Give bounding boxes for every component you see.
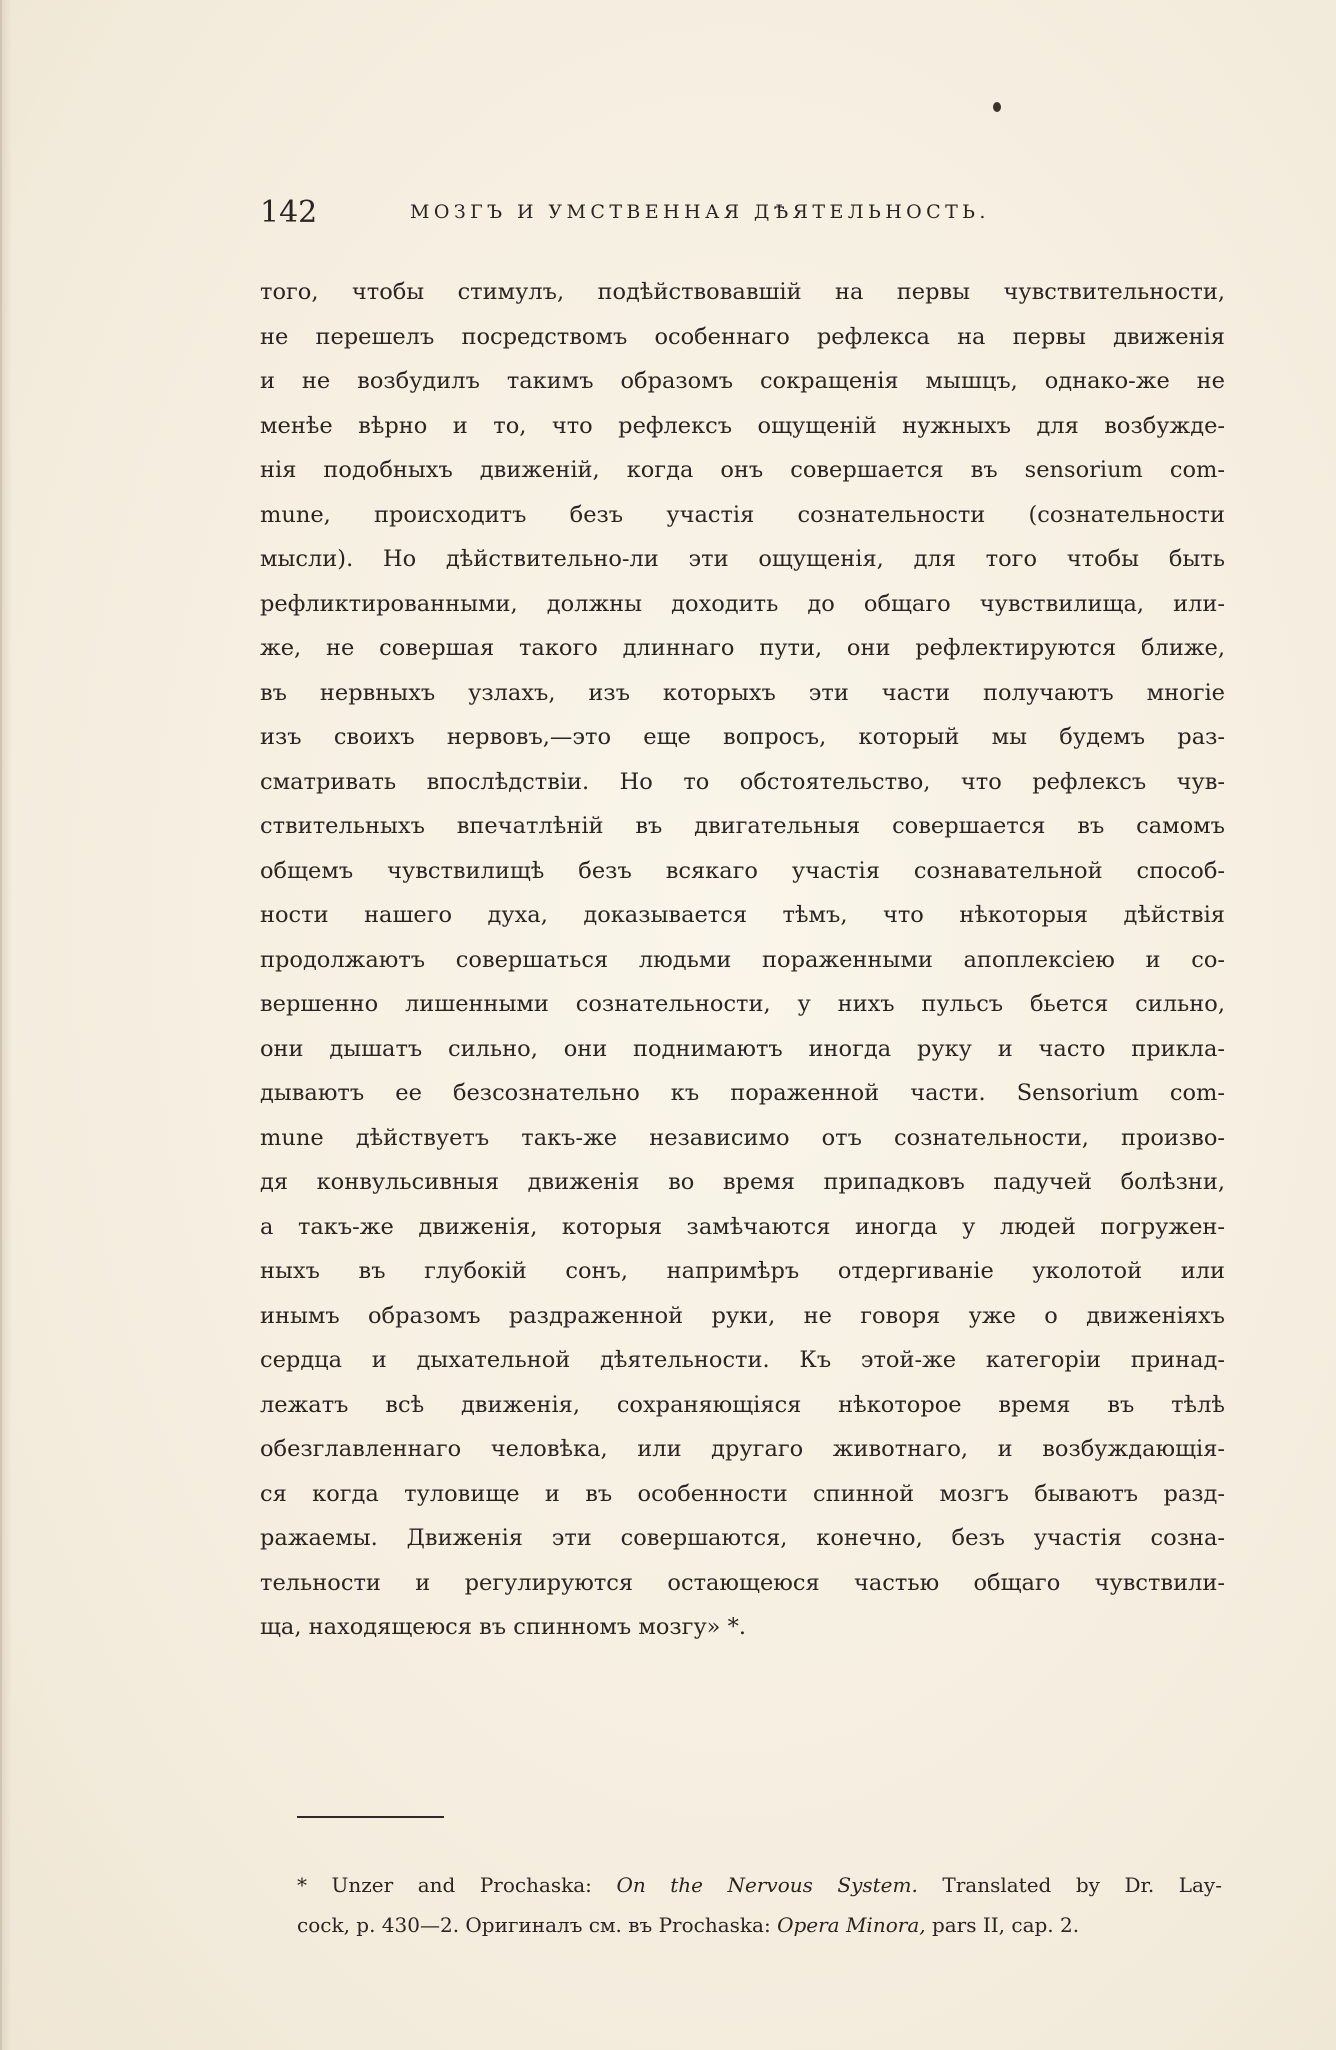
footnote-text: pars II, cap. 2. [925, 1913, 1080, 1937]
text-line: менѣе вѣрно и то, что рефлексъ ощущеній нужныхъ для возбужде- [260, 412, 1225, 439]
text-line: изъ своихъ нервовъ,—это еще вопросъ, который мы будемъ раз- [260, 724, 1225, 750]
text-line: ныхъ въ глубокій сонъ, напримѣръ отдергиваніе уколотой или [260, 1258, 1225, 1284]
text-line: общемъ чувствилищѣ безъ всякаго участія сознавательной способ- [260, 857, 1225, 884]
footnote [297, 1865, 1222, 1945]
text-line: мысли). Но дѣйствительно-ли эти ощущенія, для того чтобы быть [260, 546, 1225, 572]
text-line: же, не совершая такого длиннаго пути, они рефлектируются ближе, [260, 635, 1225, 661]
text-line: инымъ образомъ раздраженной руки, не говоря уже о движеніяхъ [260, 1302, 1225, 1329]
text-line: сердца и дыхательной дѣятельности. Къ этой-же категоріи принад- [260, 1347, 1225, 1373]
footnote-text: * Unzer and Prochaska: [297, 1873, 617, 1897]
page-spine-edge [0, 0, 12, 2050]
text-line: mune, происходитъ безъ участія сознательности (сознательности [260, 501, 1225, 528]
footnote-rule [297, 1816, 444, 1818]
page-number: 142 [260, 195, 318, 230]
text-line: продолжаютъ совершаться людьми пораженными апоплексіею и со- [260, 946, 1225, 973]
text-line: ствительныхъ впечатлѣній въ двигательныя совершается въ самомъ [260, 813, 1225, 839]
ink-speck [993, 102, 1001, 112]
text-line: тельности и регулируются остающеюся частью общаго чувствили- [260, 1569, 1225, 1596]
text-line: дываютъ ее безсознательно къ пораженной части. Sensorium com- [260, 1080, 1225, 1106]
body-text [260, 270, 1225, 1650]
text-line: mune дѣйствуетъ такъ-же независимо отъ сознательности, произво- [260, 1124, 1225, 1151]
text-line: ся когда туловище и въ особенности спинной мозгъ бываютъ разд- [260, 1480, 1225, 1507]
text-line: ражаемы. Движенія эти совершаются, конечно, безъ участія созна- [260, 1525, 1225, 1551]
footnote-title: On the Nervous System. [616, 1873, 918, 1897]
text-line: а такъ-же движенія, которыя замѣчаются иногда у людей погружен- [260, 1213, 1225, 1240]
text-line: вершенно лишенными сознательности, у нихъ пульсъ бьется сильно, [260, 991, 1225, 1017]
footnote-title: Opera Minora, [777, 1913, 926, 1937]
text-line: нія подобныхъ движеній, когда онъ совершается въ sensorium com- [260, 457, 1225, 483]
text-line: не перешелъ посредствомъ особеннаго рефлекса на первы движенія [260, 323, 1225, 350]
text-line: въ нервныхъ узлахъ, изъ которыхъ эти части получаютъ многіе [260, 679, 1225, 706]
footnote-text: Translated by Dr. Lay- [917, 1873, 1222, 1897]
text-line: ща, находящеюся въ спинномъ мозгу» *. [260, 1614, 747, 1640]
footnote-text: cock, p. 430—2. Оригиналъ см. въ Prochaska: [297, 1913, 778, 1937]
page-header [260, 195, 1060, 235]
text-line: того, чтобы стимулъ, подѣйствовавшій на первы чувствительности, [260, 279, 1225, 305]
text-line: лежатъ всѣ движенія, сохраняющіяся нѣкоторое время въ тѣлѣ [260, 1391, 1225, 1418]
text-line: они дышатъ сильно, они поднимаютъ иногда руку и часто прикла- [260, 1035, 1225, 1062]
text-line: ности нашего духа, доказывается тѣмъ, что нѣкоторыя дѣйствія [260, 902, 1225, 928]
footnote-line [297, 1905, 1222, 1945]
text-line: сматривать впослѣдствіи. Но то обстоятельство, что рефлексъ чув- [260, 768, 1225, 795]
text-line: дя конвульсивныя движенія во время припадковъ падучей болѣзни, [260, 1169, 1225, 1195]
text-line: обезглавленнаго человѣка, или другаго животнаго, и возбуждающія- [260, 1436, 1225, 1462]
footnote-line [297, 1865, 1222, 1905]
text-line: рефликтированными, должны доходить до общаго чувствилища, или- [260, 590, 1225, 617]
running-title: МОЗГЪ И УМСТВЕННАЯ ДѢЯТЕЛЬНОСТЬ. [410, 201, 990, 223]
text-line: и не возбудилъ такимъ образомъ сокращенія мышцъ, однако-же не [260, 368, 1225, 394]
